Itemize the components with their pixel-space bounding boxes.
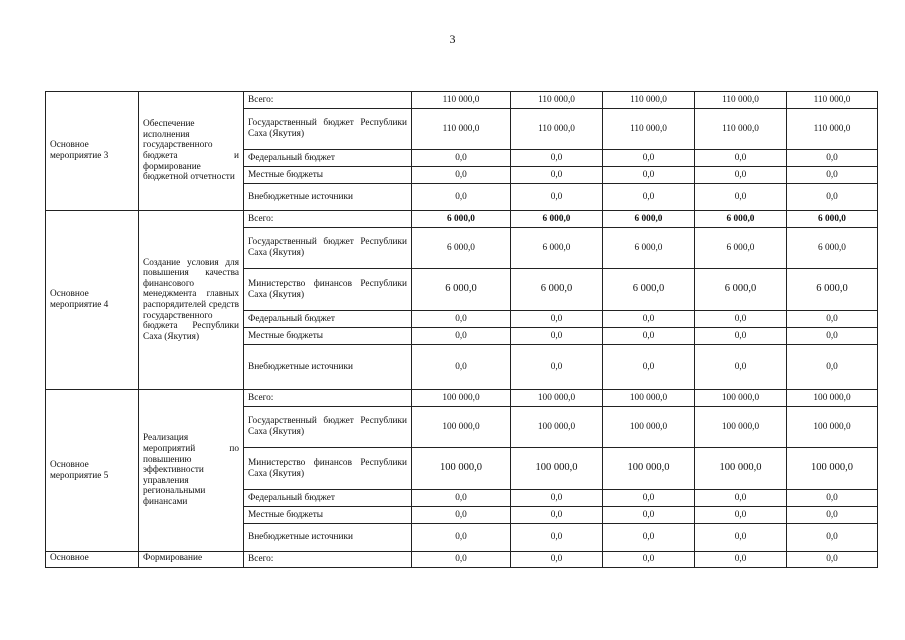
table-row [46,552,878,568]
amount-cell: 0,0 [412,184,511,211]
funding-source-cell: Всего: [244,92,412,109]
amount-cell: 6 000,0 [603,211,695,228]
funding-source-cell: Внебюджетные источники [244,345,412,390]
amount-cell: 0,0 [511,552,603,568]
amount-cell: 100 000,0 [603,407,695,448]
amount-cell: 0,0 [603,552,695,568]
amount-cell: 0,0 [695,524,787,552]
funding-source-cell: Федеральный бюджет [244,150,412,167]
amount-cell: 0,0 [695,150,787,167]
amount-cell: 0,0 [695,311,787,328]
amount-cell: 0,0 [787,167,878,184]
amount-cell: 0,0 [412,150,511,167]
amount-cell: 100 000,0 [412,448,511,490]
amount-cell: 0,0 [511,490,603,507]
amount-cell: 100 000,0 [412,407,511,448]
amount-cell: 0,0 [603,490,695,507]
amount-cell: 110 000,0 [412,92,511,109]
amount-cell: 0,0 [511,150,603,167]
amount-cell: 0,0 [603,167,695,184]
funding-source-cell: Местные бюджеты [244,507,412,524]
event-name-cell: Основное мероприятие 5 [46,390,139,552]
amount-cell: 110 000,0 [511,109,603,150]
amount-cell: 110 000,0 [603,92,695,109]
amount-cell: 0,0 [412,328,511,345]
amount-cell: 110 000,0 [603,109,695,150]
amount-cell: 0,0 [695,552,787,568]
amount-cell: 0,0 [412,311,511,328]
amount-cell: 0,0 [511,311,603,328]
funding-source-cell: Внебюджетные источники [244,184,412,211]
amount-cell: 0,0 [412,345,511,390]
amount-cell: 6 000,0 [412,269,511,311]
amount-cell: 0,0 [511,507,603,524]
amount-cell: 0,0 [412,524,511,552]
amount-cell: 0,0 [511,524,603,552]
amount-cell: 0,0 [603,328,695,345]
amount-cell: 0,0 [787,490,878,507]
page-number: 3 [449,32,456,46]
amount-cell: 6 000,0 [787,228,878,269]
amount-cell: 0,0 [787,328,878,345]
amount-cell: 110 000,0 [695,92,787,109]
amount-cell: 110 000,0 [412,109,511,150]
funding-source-cell: Федеральный бюджет [244,490,412,507]
amount-cell: 100 000,0 [787,448,878,490]
amount-cell: 100 000,0 [695,390,787,407]
table-row [46,390,878,407]
amount-cell: 0,0 [695,167,787,184]
amount-cell: 0,0 [603,184,695,211]
amount-cell: 100 000,0 [511,407,603,448]
amount-cell: 100 000,0 [412,390,511,407]
event-description-cell: Создание условия для повышения качества финансового менеджмента главных распорядителей средств государственного бюджета Республики Саха (Якутия) [139,211,244,390]
amount-cell: 6 000,0 [511,269,603,311]
event-name-cell: Основное [46,552,139,568]
amount-cell: 100 000,0 [603,390,695,407]
amount-cell: 6 000,0 [787,269,878,311]
amount-cell: 100 000,0 [695,407,787,448]
funding-source-cell: Всего: [244,390,412,407]
amount-cell: 0,0 [511,167,603,184]
amount-cell: 0,0 [511,328,603,345]
amount-cell: 100 000,0 [511,448,603,490]
amount-cell: 6 000,0 [511,211,603,228]
funding-source-cell: Всего: [244,211,412,228]
amount-cell: 6 000,0 [695,211,787,228]
amount-cell: 0,0 [603,345,695,390]
amount-cell: 100 000,0 [787,390,878,407]
amount-cell: 0,0 [695,184,787,211]
amount-cell: 0,0 [787,345,878,390]
funding-source-cell: Министерство финансов Республики Саха (Якутия) [244,269,412,311]
amount-cell: 0,0 [695,507,787,524]
amount-cell: 100 000,0 [603,448,695,490]
event-name-cell: Основное мероприятие 4 [46,211,139,390]
funding-source-cell: Федеральный бюджет [244,311,412,328]
event-description-cell: Реализация мероприятий по повышению эффективности управления региональными финансами [139,390,244,552]
funding-source-cell: Государственный бюджет Республики Саха (Якутия) [244,407,412,448]
amount-cell: 0,0 [787,311,878,328]
event-description-cell: Формирование [139,552,244,568]
funding-source-cell: Государственный бюджет Республики Саха (Якутия) [244,228,412,269]
amount-cell: 110 000,0 [787,92,878,109]
funding-source-cell: Местные бюджеты [244,328,412,345]
amount-cell: 100 000,0 [511,390,603,407]
budget-table-body [46,92,878,568]
amount-cell: 6 000,0 [787,211,878,228]
amount-cell: 0,0 [412,167,511,184]
amount-cell: 100 000,0 [695,448,787,490]
amount-cell: 6 000,0 [412,228,511,269]
amount-cell: 0,0 [603,524,695,552]
funding-source-cell: Внебюджетные источники [244,524,412,552]
amount-cell: 6 000,0 [695,269,787,311]
amount-cell: 0,0 [412,552,511,568]
amount-cell: 0,0 [412,507,511,524]
amount-cell: 0,0 [787,184,878,211]
amount-cell: 0,0 [412,490,511,507]
amount-cell: 0,0 [787,150,878,167]
amount-cell: 0,0 [511,184,603,211]
amount-cell: 6 000,0 [695,228,787,269]
amount-cell: 0,0 [695,328,787,345]
budget-table [45,91,878,568]
amount-cell: 0,0 [603,150,695,167]
amount-cell: 0,0 [787,524,878,552]
amount-cell: 0,0 [695,490,787,507]
amount-cell: 110 000,0 [787,109,878,150]
amount-cell: 110 000,0 [511,92,603,109]
amount-cell: 110 000,0 [695,109,787,150]
amount-cell: 0,0 [511,345,603,390]
amount-cell: 0,0 [787,552,878,568]
table-row [46,211,878,228]
funding-source-cell: Местные бюджеты [244,167,412,184]
amount-cell: 6 000,0 [511,228,603,269]
funding-source-cell: Министерство финансов Республики Саха (Якутия) [244,448,412,490]
table-row [46,92,878,109]
amount-cell: 0,0 [603,507,695,524]
funding-source-cell: Государственный бюджет Республики Саха (Якутия) [244,109,412,150]
event-name-cell: Основное мероприятие 3 [46,92,139,211]
amount-cell: 100 000,0 [787,407,878,448]
amount-cell: 0,0 [603,311,695,328]
event-description-cell: Обеспечение исполнения государственного бюджета и формирование бюджетной отчетности [139,92,244,211]
amount-cell: 6 000,0 [603,269,695,311]
amount-cell: 6 000,0 [412,211,511,228]
amount-cell: 0,0 [787,507,878,524]
amount-cell: 6 000,0 [603,228,695,269]
amount-cell: 0,0 [695,345,787,390]
funding-source-cell: Всего: [244,552,412,568]
